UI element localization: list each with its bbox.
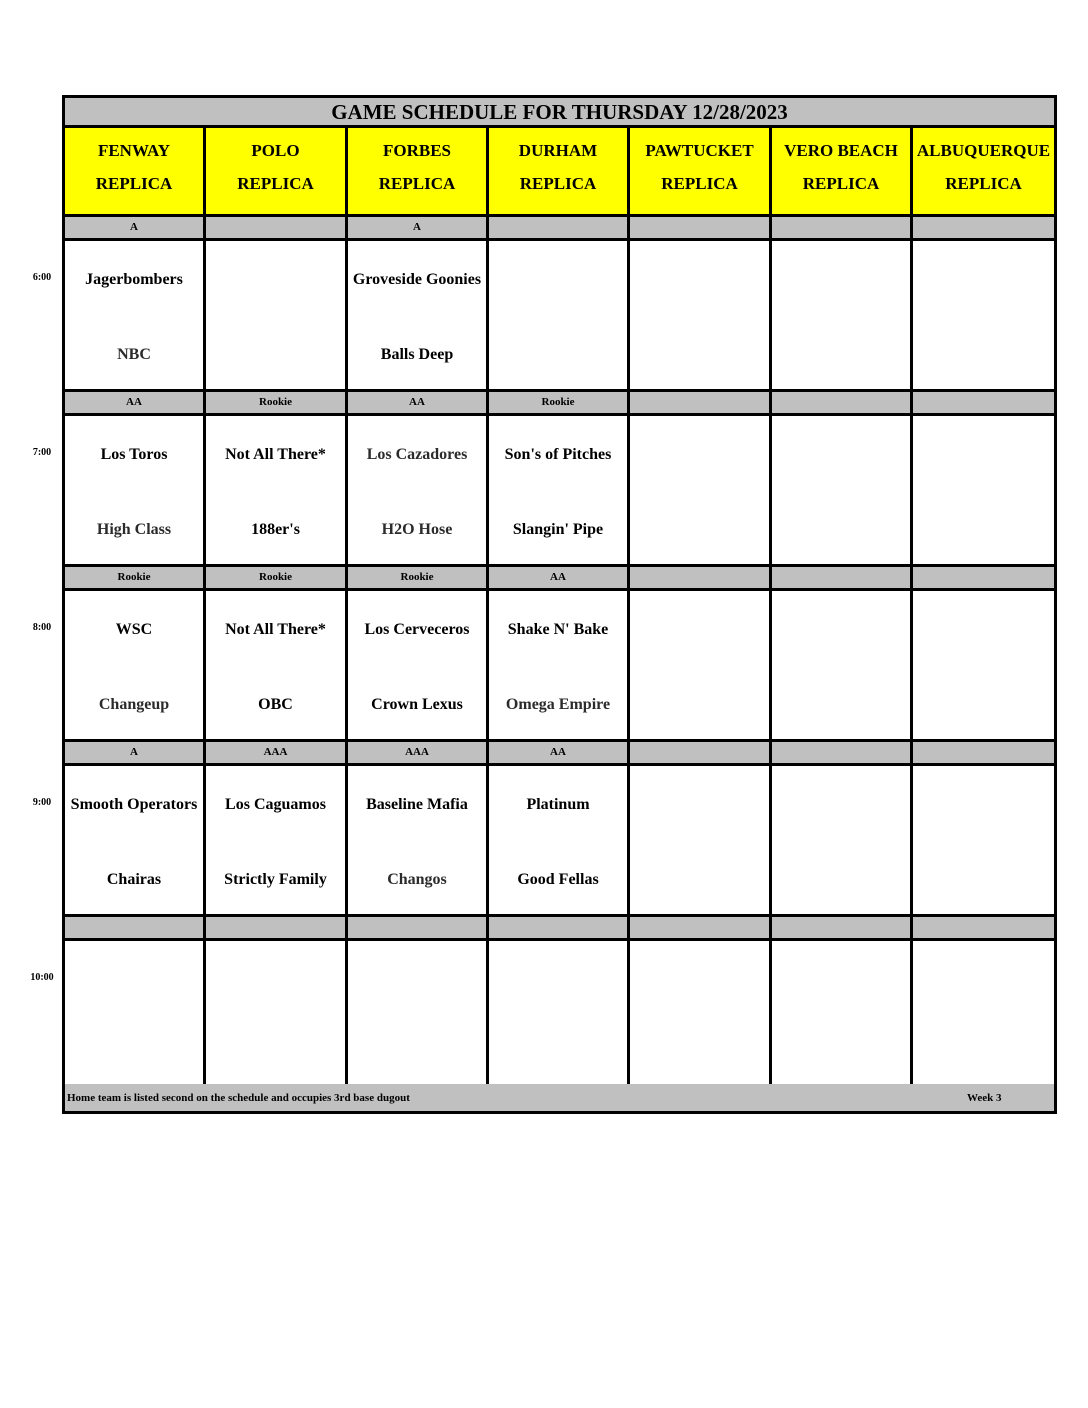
game-cell [65, 591, 206, 742]
away-team [493, 249, 623, 309]
division-label: A [348, 217, 489, 241]
home-team [917, 1026, 1050, 1082]
field-name: PAWTUCKET [645, 141, 754, 160]
away-team [634, 249, 765, 309]
game-cell [348, 941, 489, 1092]
away-team [917, 424, 1050, 484]
division-label: Rookie [489, 392, 630, 416]
field-type: REPLICA [945, 174, 1022, 193]
division-label: A [65, 217, 206, 241]
away-team: Baseline Mafia [366, 795, 468, 813]
game-cell [348, 766, 489, 917]
division-label [913, 917, 1054, 941]
game-cell [489, 766, 630, 917]
away-team: Not All There* [225, 620, 326, 638]
home-team: Crown Lexus [371, 695, 463, 713]
field-header [913, 128, 1054, 217]
game-cell [65, 766, 206, 917]
away-team: Los Cazadores [366, 445, 468, 463]
field-type: REPLICA [95, 174, 173, 193]
away-team [210, 249, 341, 309]
home-team [352, 1026, 482, 1082]
division-label [630, 567, 772, 591]
home-team: Changos [387, 870, 447, 888]
game-cell [630, 941, 772, 1092]
home-team [776, 851, 906, 907]
division-label [913, 392, 1054, 416]
home-team [634, 326, 765, 382]
field-name: VERO BEACH [784, 141, 898, 160]
away-team [776, 424, 906, 484]
game-cell [206, 241, 348, 392]
game-cell [772, 416, 913, 567]
away-team [634, 424, 765, 484]
away-team [776, 249, 906, 309]
game-cell [206, 766, 348, 917]
division-label: Rookie [206, 392, 348, 416]
home-team [634, 1026, 765, 1082]
away-team: Los Cerveceros [364, 620, 470, 638]
home-team: OBC [258, 695, 293, 713]
game-cell [65, 941, 206, 1092]
field-header [348, 128, 489, 217]
home-team [634, 676, 765, 732]
home-team [634, 501, 765, 557]
home-team: Strictly Family [224, 870, 327, 888]
game-cell [65, 416, 206, 567]
game-cell [206, 416, 348, 567]
game-cell [489, 416, 630, 567]
away-team: Smooth Operators [70, 795, 198, 813]
time-label: 8:00 [32, 622, 52, 633]
division-label [630, 917, 772, 941]
away-team [634, 774, 765, 834]
home-team: Chairas [106, 870, 162, 888]
away-team [776, 949, 906, 1009]
division-label [772, 742, 913, 766]
home-team [210, 326, 341, 382]
division-label [489, 217, 630, 241]
home-team [69, 1026, 199, 1082]
game-cell [206, 591, 348, 742]
division-label: AA [65, 392, 206, 416]
game-cell [913, 241, 1054, 392]
away-team: Not All There* [225, 445, 326, 463]
away-team [634, 599, 765, 659]
home-team [776, 1026, 906, 1082]
field-type: REPLICA [237, 174, 314, 193]
field-type: REPLICA [519, 174, 597, 193]
division-label [772, 217, 913, 241]
away-team: Platinum [526, 795, 590, 813]
away-team: Son's of Pitches [504, 445, 612, 463]
away-team: Los Caguamos [225, 795, 326, 813]
field-name: FENWAY [97, 141, 171, 160]
away-team: Groveside Goonies [352, 270, 482, 288]
division-label [489, 917, 630, 941]
game-cell [913, 416, 1054, 567]
game-cell [630, 591, 772, 742]
away-team [210, 949, 341, 1009]
division-label [772, 917, 913, 941]
game-cell [489, 241, 630, 392]
division-label [630, 742, 772, 766]
division-label: AA [489, 742, 630, 766]
home-team [776, 676, 906, 732]
field-type: REPLICA [802, 174, 880, 193]
home-team: High Class [96, 520, 172, 538]
field-header [489, 128, 630, 217]
time-label: 10:00 [30, 972, 54, 983]
home-team [776, 501, 906, 557]
home-team [917, 326, 1050, 382]
division-label [630, 392, 772, 416]
division-label [913, 567, 1054, 591]
away-team [917, 249, 1050, 309]
home-team: Slangin' Pipe [512, 520, 604, 538]
field-header [206, 128, 348, 217]
home-team [493, 326, 623, 382]
schedule-title: GAME SCHEDULE FOR THURSDAY 12/28/2023 [65, 98, 1054, 128]
division-label: AAA [206, 742, 348, 766]
away-team [917, 949, 1050, 1009]
home-team [917, 851, 1050, 907]
away-team: Jagerbombers [85, 270, 183, 288]
away-team [776, 774, 906, 834]
field-name: ALBUQUERQUE [916, 141, 1051, 160]
home-team: 188er's [251, 520, 300, 538]
field-header [630, 128, 772, 217]
away-team [776, 599, 906, 659]
division-label [772, 392, 913, 416]
game-cell [348, 241, 489, 392]
game-cell [630, 241, 772, 392]
game-cell [913, 591, 1054, 742]
division-label [206, 917, 348, 941]
game-cell [489, 591, 630, 742]
home-team: NBC [117, 345, 151, 363]
field-name: POLO [251, 141, 300, 160]
home-team [776, 326, 906, 382]
field-name: DURHAM [518, 141, 598, 160]
game-cell [772, 941, 913, 1092]
division-label [206, 217, 348, 241]
home-team [210, 1026, 341, 1082]
division-label [913, 217, 1054, 241]
division-label: A [65, 742, 206, 766]
away-team [69, 949, 199, 1009]
home-team: Changeup [98, 695, 170, 713]
field-header [65, 128, 206, 217]
home-team [917, 676, 1050, 732]
division-label [913, 742, 1054, 766]
home-team: H2O Hose [381, 520, 453, 538]
away-team: WSC [115, 620, 153, 638]
game-cell [348, 591, 489, 742]
footer-note: Home team is listed second on the schedule and occupies 3rd base dugout [67, 1092, 410, 1104]
home-team [634, 851, 765, 907]
time-label: 7:00 [32, 447, 52, 458]
division-label: AA [348, 392, 489, 416]
away-team [352, 949, 482, 1009]
division-label [772, 567, 913, 591]
time-label: 6:00 [32, 272, 52, 283]
game-cell [348, 416, 489, 567]
home-team: Good Fellas [517, 870, 599, 888]
week-label: Week 3 [967, 1092, 1002, 1104]
game-cell [772, 241, 913, 392]
game-cell [772, 766, 913, 917]
game-cell [489, 941, 630, 1092]
field-type: REPLICA [661, 174, 738, 193]
field-header [772, 128, 913, 217]
field-name: FORBES [382, 141, 452, 160]
game-cell [630, 416, 772, 567]
game-cell [772, 591, 913, 742]
home-team: Omega Empire [505, 695, 611, 713]
home-team: Balls Deep [380, 345, 454, 363]
game-cell [913, 941, 1054, 1092]
field-type: REPLICA [378, 174, 456, 193]
division-label [630, 217, 772, 241]
schedule-footer [65, 1084, 1054, 1111]
division-label: Rookie [65, 567, 206, 591]
home-team [493, 1026, 623, 1082]
away-team [917, 774, 1050, 834]
division-label: AA [489, 567, 630, 591]
away-team [634, 949, 765, 1009]
division-label: AAA [348, 742, 489, 766]
division-label: Rookie [206, 567, 348, 591]
game-cell [630, 766, 772, 917]
schedule-sheet [62, 95, 1057, 1114]
division-label: Rookie [348, 567, 489, 591]
division-label [348, 917, 489, 941]
game-cell [913, 766, 1054, 917]
away-team [493, 949, 623, 1009]
away-team [917, 599, 1050, 659]
away-team: Shake N' Bake [507, 620, 609, 638]
game-cell [65, 241, 206, 392]
division-label [65, 917, 206, 941]
away-team: Los Toros [100, 445, 168, 463]
game-cell [206, 941, 348, 1092]
home-team [917, 501, 1050, 557]
time-label: 9:00 [32, 797, 52, 808]
